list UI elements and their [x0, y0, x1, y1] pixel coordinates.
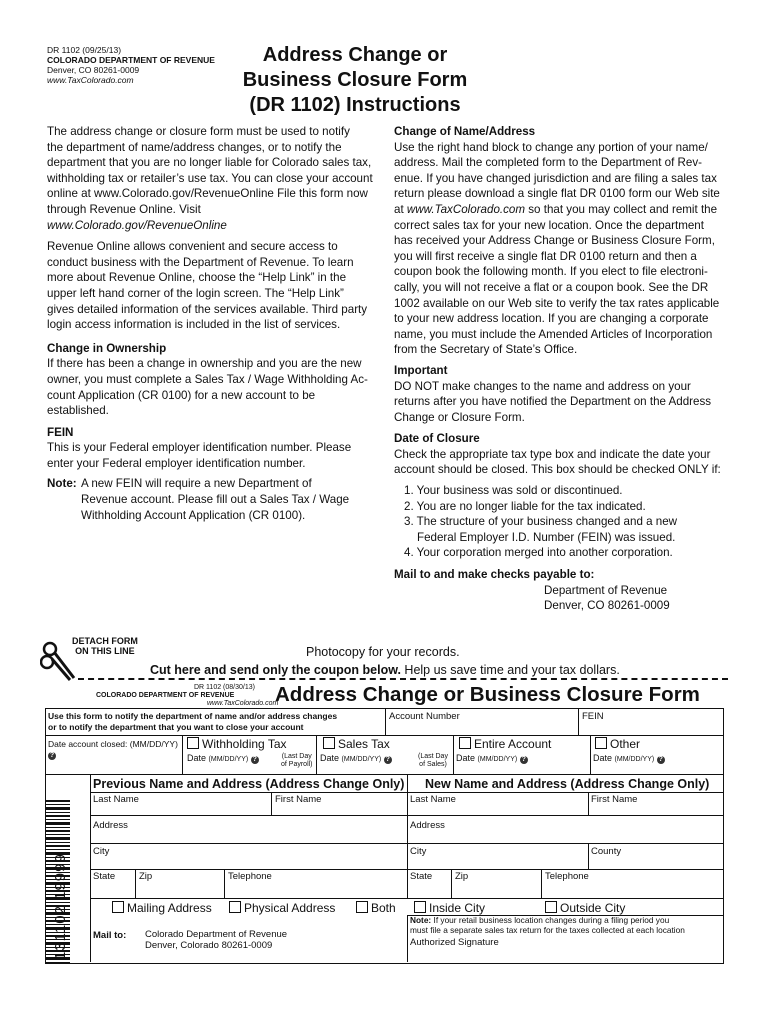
prev-last-name-field[interactable]: Last Name: [93, 794, 139, 805]
text-line: (Last Day: [418, 753, 448, 760]
text-line: must file a separate sales tax return for the taxes collected at each location: [410, 924, 685, 935]
withholding-tax-checkbox[interactable]: [187, 737, 287, 751]
text-line: the department of name/address changes, or to notify the: [47, 140, 342, 154]
text-line: This is your Federal employer identification number. Please: [47, 441, 352, 455]
text-line: to your new address location. If you are changing a corporate: [394, 312, 709, 326]
checkbox-icon[interactable]: [187, 737, 199, 749]
text-line: online at www.Colorado.gov/RevenueOnline File this form now: [47, 187, 368, 201]
checkbox-icon[interactable]: [595, 737, 607, 749]
checkbox-icon[interactable]: [459, 737, 471, 749]
text-line: 1002 available on our Web site to verify the tax rates applicable: [394, 296, 720, 310]
new-zip-field[interactable]: Zip: [455, 871, 469, 882]
text-line: coupon book the following month. If you elect to file electroni-: [394, 265, 708, 279]
text-line: owner, you must complete a Sales Tax / Wage Withholding Ac-: [47, 372, 368, 386]
name-change-heading: Change of Name/Address: [394, 125, 536, 138]
text-line: upper left hand corner of the login screen. The “Help Link”: [47, 286, 344, 300]
text-line: more about Revenue Online, choose the “Help Link” in the: [47, 271, 347, 285]
text-line: If there has been a change in ownership and you are the new: [47, 357, 362, 371]
checkbox-icon[interactable]: [414, 901, 426, 913]
fein-field[interactable]: FEIN: [582, 711, 604, 722]
text-line: gives detailed information of the services available. Third party: [47, 302, 368, 316]
note-label: Note:: [47, 477, 77, 491]
text-line: has received your Address Change or Business Closure Form,: [394, 234, 715, 248]
text-span: at: [394, 202, 407, 216]
new-address-field[interactable]: Address: [410, 820, 445, 831]
text-span: (MM/DD/YY): [477, 756, 518, 763]
text-line: DETACH FORM: [72, 636, 138, 646]
mail-to-label: Mail to:: [93, 930, 127, 941]
authorized-signature-field[interactable]: Authorized Signature: [410, 937, 499, 948]
closure-list: [394, 483, 734, 561]
fein-note: [47, 476, 387, 523]
text-line: department that you are no longer liable for Colorado sales tax,: [47, 156, 372, 170]
text-line: A new FEIN will require a new Department of: [81, 477, 312, 491]
text-line: account should be closed. This box should be checked ONLY if:: [394, 463, 721, 477]
text-line: Department of Revenue: [544, 583, 668, 597]
last-day-sales: [418, 753, 448, 769]
ownership-para: [47, 356, 387, 418]
list-item: 4. Your corporation merged into another corporation.: [404, 546, 673, 560]
text-line: ON THIS LINE: [75, 646, 135, 656]
help-icon[interactable]: ?: [252, 756, 257, 763]
text-line: or to notify the department that you want to close your account: [48, 722, 304, 732]
prev-zip-field[interactable]: Zip: [139, 871, 153, 882]
text-span: Cut here and send only the coupon below.: [150, 663, 401, 677]
prev-address-heading: Previous Name and Address (Address Change Only): [93, 777, 405, 791]
text-line: count Application (CR 0100) for a new account to be: [47, 388, 316, 402]
other-date-field[interactable]: [593, 753, 665, 764]
checkbox-label: Outside City: [560, 901, 626, 915]
withholding-date-field[interactable]: [187, 753, 259, 764]
prev-city-field[interactable]: City: [93, 846, 110, 857]
new-city-field[interactable]: City: [410, 846, 427, 857]
right-column: [394, 124, 734, 614]
fein-para: [47, 440, 387, 471]
text-line: Withholding Account Application (CR 0100).: [81, 508, 306, 522]
coupon-mail-address: [145, 929, 287, 951]
form-code: DR 1102 (09/25/13): [47, 45, 122, 55]
mail-address: [394, 583, 734, 614]
text-line: (Last Day: [281, 753, 312, 760]
important-heading: Important: [394, 363, 448, 377]
text-line: Colorado Department of Revenue: [145, 929, 288, 940]
coupon-instructions: [48, 711, 337, 733]
text-line: The address change or closure form must be used to notify: [47, 125, 350, 138]
text-line: enue. If you have changed jurisdiction and are filing a sales tax: [394, 171, 717, 185]
scissors-icon: [40, 640, 76, 684]
text-line: [394, 202, 734, 218]
text-line: correct sales tax for your new location. Once the department: [394, 218, 704, 232]
help-icon[interactable]: ?: [521, 756, 526, 763]
text-line: return please download a single flat DR 0100 form our Web site: [394, 187, 720, 201]
text-line: established.: [47, 404, 109, 418]
text-line: enter your Federal employer identification number.: [47, 456, 306, 470]
checkbox-label: Both: [371, 901, 396, 915]
text-line: conduct business with the Department of Revenue. To learn: [47, 255, 354, 269]
prev-state-field[interactable]: State: [93, 871, 116, 882]
text-line: from the Secretary of State’s Office.: [394, 343, 578, 357]
important-para: [394, 379, 734, 426]
dept-website: www.TaxColorado.com: [47, 75, 134, 85]
new-last-name-field[interactable]: Last Name: [410, 794, 456, 805]
taxcolorado-link[interactable]: www.TaxColorado.com: [406, 202, 526, 216]
text-line: you will first receive a single flat DR 0100 return and then a: [394, 249, 697, 263]
location-note: [410, 916, 685, 935]
text-span: Date: [320, 753, 340, 763]
text-line: returns after you have notified the Department on the Address: [394, 395, 712, 409]
title-line: Business Closure Form: [242, 69, 468, 91]
both-checkbox[interactable]: [356, 901, 396, 915]
text-line: Use the right hand block to change any portion of your name/: [394, 140, 708, 154]
inside-city-checkbox[interactable]: [414, 901, 485, 915]
physical-address-checkbox[interactable]: [229, 901, 335, 915]
ownership-heading: Change in Ownership: [47, 341, 167, 355]
text-line: withholding tax or retailer’s use tax. You can close your account: [47, 171, 373, 185]
title-line: (DR 1102) Instructions: [249, 94, 461, 116]
text-span: (MM/DD/YY): [208, 756, 249, 763]
text-span: Date: [187, 753, 207, 763]
intro-para: [47, 124, 387, 233]
text-line: Denver, CO 80261-0009: [544, 599, 670, 613]
text-line: Revenue Online allows convenient and secure access to: [47, 240, 338, 254]
text-line: Use this form to notify the department of name and/or address changes: [48, 711, 338, 721]
title-line: Address Change or: [262, 44, 448, 66]
checkbox-icon[interactable]: [323, 737, 335, 749]
sales-date-field[interactable]: [320, 753, 392, 764]
new-address-heading: New Name and Address (Address Change Only): [425, 777, 710, 791]
text-span: If your retail business location changes during a filing period you: [431, 915, 670, 925]
text-line: name, you must include the Amended Articles of Incorporation: [394, 327, 713, 341]
text-line: through Revenue Online. Visit: [47, 202, 201, 216]
last-day-payroll: [281, 753, 313, 769]
cut-instruction: [150, 663, 620, 677]
page-title: [225, 43, 485, 118]
prev-address-field[interactable]: Address: [93, 820, 128, 831]
mail-heading: Mail to and make checks payable to:: [394, 568, 595, 582]
header-info: [47, 45, 215, 85]
revenue-online-link[interactable]: www.Colorado.gov/RevenueOnline: [47, 218, 227, 232]
sales-tax-checkbox[interactable]: [323, 737, 390, 751]
dept-name: COLORADO DEPARTMENT OF REVENUE: [47, 55, 215, 65]
checkbox-label: Inside City: [429, 901, 486, 915]
note-label: Note:: [410, 915, 432, 925]
detach-label: [72, 636, 138, 656]
list-item: 1. Your business was sold or discontinued.: [404, 484, 623, 498]
text-line: login access information is included in the list of services.: [47, 318, 341, 332]
help-icon[interactable]: ?: [385, 756, 390, 763]
revenue-online-para: [47, 239, 387, 333]
name-change-para: [394, 140, 734, 358]
closure-para: [394, 447, 734, 478]
text-line: Denver, Colorado 80261-0009: [145, 940, 273, 951]
list-item: 2. You are no longer liable for the tax indicated.: [404, 499, 646, 513]
help-icon[interactable]: ?: [49, 752, 55, 759]
coupon-title: Address Change or Business Closure Form: [275, 683, 700, 706]
list-item: Federal Employer I.D. Number (FEIN) was issued.: [417, 530, 676, 544]
dept-address: Denver, CO 80261-0009: [47, 65, 140, 75]
text-span: so that you may collect and remit the: [525, 202, 718, 216]
prev-telephone-field[interactable]: Telephone: [228, 871, 272, 882]
text-line: cally, you will not receive a flat or a coupon book. See the DR: [394, 280, 709, 294]
checkbox-label: Physical Address: [244, 901, 336, 915]
fein-heading: FEIN: [47, 425, 74, 439]
left-column: [47, 124, 387, 523]
entire-account-checkbox[interactable]: [459, 737, 551, 751]
text-span: Date: [593, 753, 613, 763]
account-number-field[interactable]: Account Number: [389, 711, 460, 722]
text-line: of Payroll): [281, 761, 313, 768]
text-span: (MM/DD/YY): [341, 756, 382, 763]
text-line: Date account closed: (MM/DD/YY): [48, 739, 178, 749]
new-county-field[interactable]: County: [591, 846, 622, 857]
outside-city-checkbox[interactable]: [545, 901, 625, 915]
list-item: 3. The structure of your business changed and a new: [404, 515, 678, 529]
checkbox-label: Sales Tax: [338, 737, 390, 751]
text-span: Help us save time and your tax dollars.: [400, 663, 620, 677]
text-line: Change or Closure Form.: [394, 410, 525, 424]
text-span: (MM/DD/YY): [614, 756, 655, 763]
checkbox-label: Withholding Tax: [202, 737, 287, 751]
checkbox-label: Other: [610, 737, 641, 751]
closure-heading: Date of Closure: [394, 432, 480, 446]
coupon-website: www.TaxColorado.com: [207, 700, 279, 707]
cut-line: [78, 678, 728, 680]
text-line: address. Mail the completed form to the Department of Rev-: [394, 156, 703, 170]
entire-date-field[interactable]: [456, 753, 528, 764]
text-line: of Sales): [419, 761, 447, 768]
checkbox-icon[interactable]: [112, 901, 124, 913]
date-closed-label: [48, 739, 178, 760]
text-line: DO NOT make changes to the name and address on your: [394, 379, 691, 393]
photocopy-note: Photocopy for your records.: [306, 645, 460, 659]
other-checkbox[interactable]: [595, 737, 640, 751]
checkbox-icon[interactable]: [545, 901, 557, 913]
mailing-address-checkbox[interactable]: [112, 901, 212, 915]
coupon-form-code: DR 1102 (08/30/13): [194, 684, 255, 691]
new-telephone-field[interactable]: Telephone: [545, 871, 589, 882]
new-state-field[interactable]: State: [410, 871, 433, 882]
coupon-dept: COLORADO DEPARTMENT OF REVENUE: [96, 692, 235, 699]
help-icon[interactable]: ?: [658, 756, 663, 763]
text-line: Revenue account. Please fill out a Sales Tax / Wage: [81, 493, 350, 507]
barcode-number: 131102 19999: [52, 853, 69, 960]
new-first-name-field[interactable]: First Name: [591, 794, 638, 805]
checkbox-label: Mailing Address: [127, 901, 212, 915]
checkbox-label: Entire Account: [474, 737, 552, 751]
text-line: Check the appropriate tax type box and indicate the date your: [394, 447, 711, 461]
prev-first-name-field[interactable]: First Name: [275, 794, 322, 805]
checkbox-icon[interactable]: [356, 901, 368, 913]
text-span: Date: [456, 753, 476, 763]
checkbox-icon[interactable]: [229, 901, 241, 913]
